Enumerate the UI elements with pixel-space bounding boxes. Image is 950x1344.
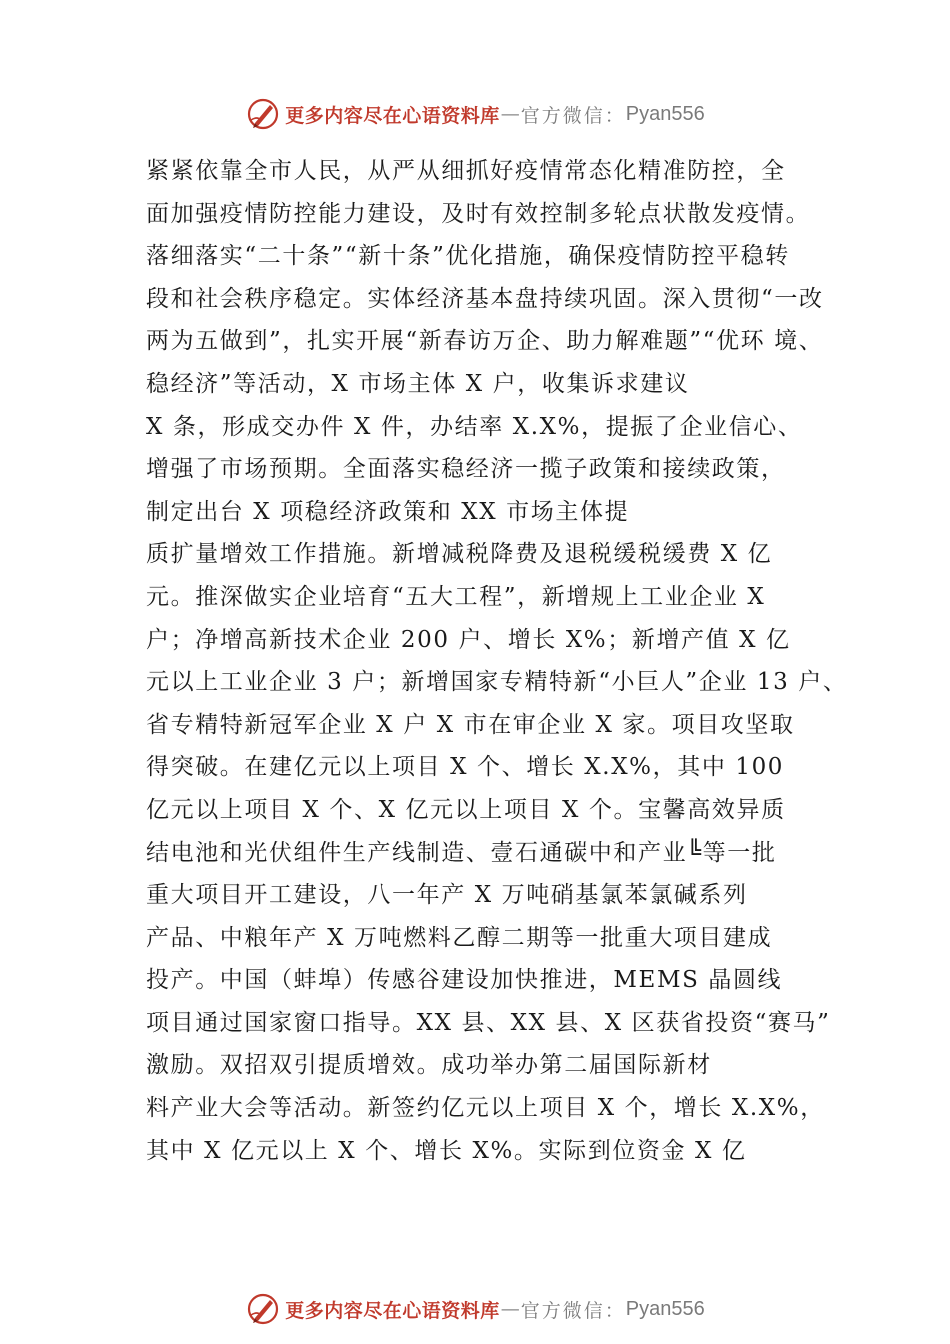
body-line: 亿元以上项目 X 个、X 亿元以上项目 X 个。宝馨高效异质 [146,796,786,823]
banner-dash: — [500,1298,520,1320]
banner-wechat-id: Pyan556 [625,1297,705,1320]
banner-dash: — [500,103,520,125]
body-line: 两为五做到”，扎实开展“新春访万企、助力解难题”“优环 境、 [146,328,824,355]
banner-slogan: 更多内容尽在心语资料库 [285,1299,500,1322]
body-line: 紧紧依靠全市人民，从严从细抓好疫情常态化精准防控，全 [146,158,786,184]
body-line: X 条，形成交办件 X 件，办结率 X.X%，提振了企业信心、 [146,413,803,440]
body-line: 落细落实“二十条”“新十条”优化措施，确保疫情防控平稳转 [146,243,790,270]
body-line: 项目通过国家窗口指导。XX 县、XX 县、X 区获省投资“赛马” [146,1009,831,1036]
pen-logo-icon [245,1291,281,1327]
banner-official-label: 官方微信： [520,1299,626,1322]
header-banner [0,94,950,134]
body-line: 重大项目开工建设，八一年产 X 万吨硝基氯苯氯碱系列 [146,882,748,909]
body-line: 元以上工业企业 3 户；新增国家专精特新“小巨人”企业 13 户、 [146,669,848,696]
body-line: 户；净增高新技术企业 200 户、增长 X%；新增产值 X 亿 [146,626,791,653]
body-line: 段和社会秩序稳定。实体经济基本盘持续巩固。深入贯彻“一改 [146,285,824,312]
body-line: 得突破。在建亿元以上项目 X 个、增长 X.X%，其中 100 [146,754,785,781]
banner-wechat-id: Pyan556 [625,102,705,125]
pen-logo-icon [245,96,281,132]
body-line: 稳经济”等活动，X 市场主体 X 户，收集诉求建议 [146,370,690,397]
body-line: 结电池和光伏组件生产线制造、壹石通碳中和产业╚等一批 [146,839,777,866]
body-line: 元。推深做实企业培育“五大工程”，新增规上工业企业 X [146,583,766,610]
banner-official-label: 官方微信： [520,104,626,127]
body-line: 其中 X 亿元以上 X 个、增长 X%。实际到位资金 X 亿 [146,1137,747,1164]
body-line: 制定出台 X 项稳经济政策和 XX 市场主体提 [146,498,630,525]
body-line: 省专精特新冠军企业 X 户 X 市在审企业 X 家。项目攻坚取 [146,711,795,738]
body-line: 产品、中粮年产 X 万吨燃料乙醇二期等一批重大项目建成 [146,924,773,951]
body-line: 料产业大会等活动。新签约亿元以上项目 X 个，增长 X.X%， [146,1095,825,1122]
body-line: 增强了市场预期。全面落实稳经济一揽子政策和接续政策， [146,456,786,483]
footer-banner [0,1289,950,1329]
banner-slogan: 更多内容尽在心语资料库 [285,104,500,127]
body-line: 投产。中国（蚌埠）传感谷建设加快推进，MEMS 晶圆线 [146,967,783,994]
body-line: 面加强疫情防控能力建设，及时有效控制多轮点状散发疫情。 [146,200,811,227]
body-line: 激励。双招双引提质增效。成功举办第二届国际新材 [146,1052,712,1079]
document-body [146,150,846,1172]
body-line: 质扩量增效工作措施。新增减税降费及退税缓税缓费 X 亿 [146,541,773,568]
